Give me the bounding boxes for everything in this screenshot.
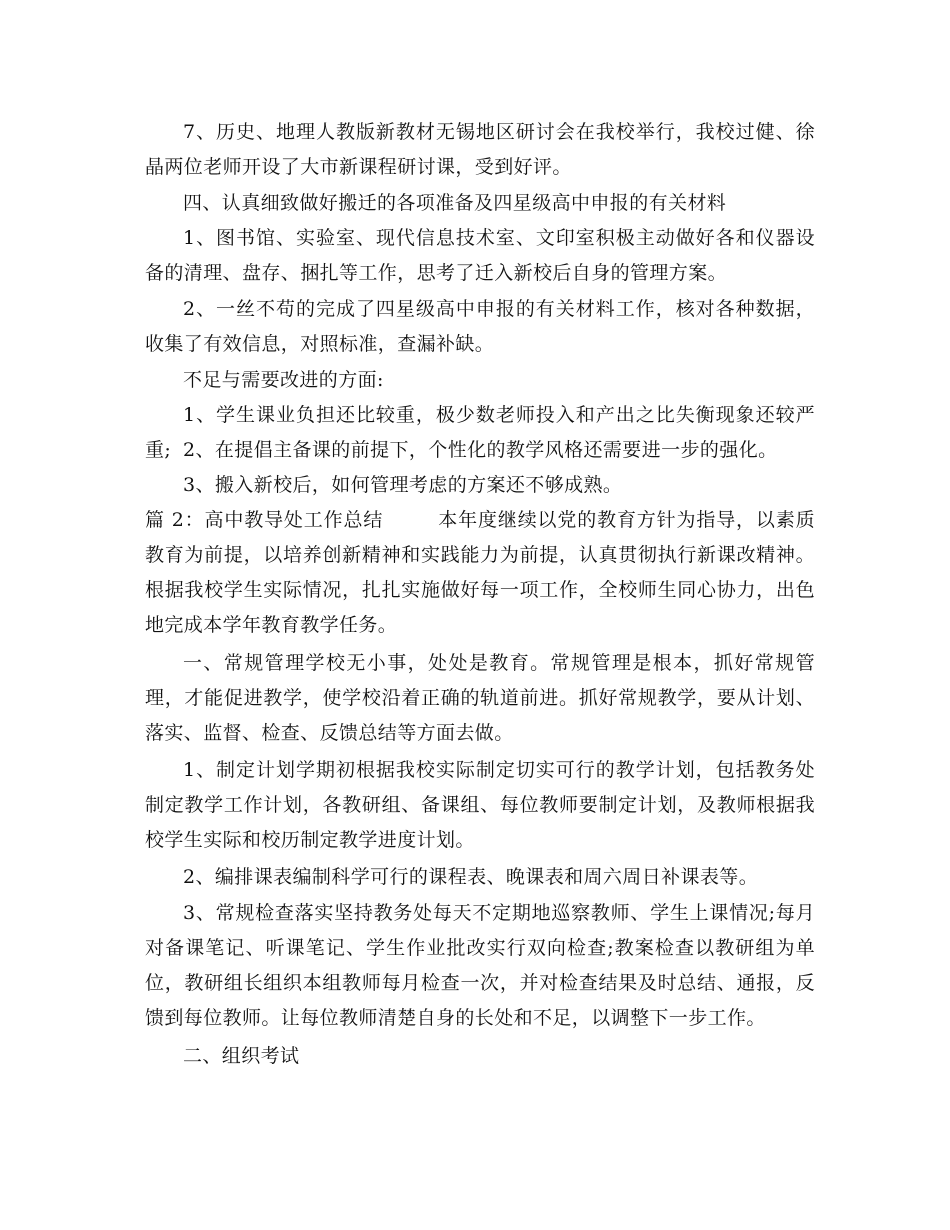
paragraph-routine-management: 一、常规管理学校无小事，处处是教育。常规管理是根本，抓好常规管理，才能促进教学，使学校沿着正确的轨道前进。抓好常规教学，要从计划、落实、监督、检查、反馈总结等方面去做。	[145, 652, 815, 744]
paragraph-library-preparation: 1、图书馆、实验室、现代信息技术室、文印室积极主动做好各和仪器设备的清理、盘存、捆扎等工作，思考了迁入新校后自身的管理方案。	[145, 227, 815, 284]
heading-section-four: 四、认真细致做好搬迁的各项准备及四星级高中申报的有关材料	[183, 192, 727, 214]
heading-shortcomings: 不足与需要改进的方面:	[183, 369, 384, 391]
paragraph-make-plan: 1、制定计划学期初根据我校实际制定切实可行的教学计划，包括教务处制定教学工作计划，各教研组、备课组、每位教师要制定计划，及教师根据我校学生实际和校历制定教学进度计划。	[145, 759, 815, 851]
heading-organize-exams: 二、组织考试	[183, 1045, 300, 1067]
paragraph-shortcoming-2: 2、在提倡主备课的前提下，个性化的教学风格还需要进一步的强化。	[183, 439, 778, 461]
paragraph-shortcoming-1: 1、学生课业负担还比较重，极少数老师投入和产出之比失衡现象还较严重;	[145, 404, 815, 461]
paragraph-history-geography-seminar: 7、历史、地理人教版新教材无锡地区研讨会在我校举行，我校过健、徐晶两位老师开设了大市新课程研讨课，受到好评。	[145, 121, 815, 178]
paragraph-shortcoming-3: 3、搬入新校后，如何管理考虑的方案还不够成熟。	[183, 474, 623, 496]
paragraph-four-star-application: 2、一丝不苟的完成了四星级高中申报的有关材料工作，核对各种数据，收集了有效信息，对照标准，查漏补缺。	[145, 298, 815, 355]
paragraph-timetable: 2、编排课表编制科学可行的课程表、晚课表和周六周日补课表等。	[183, 866, 759, 888]
paragraph-article-2-intro: 篇 2：高中教导处工作总结 本年度继续以党的教育方针为指导，以素质教育为前提，以培养创新精神和实践能力为前提，认真贯彻执行新课改精神。根据我校学生实际情况，扎扎实施做好每一项工作，全校师生同心协力，出色地完成本学年教育教学任务。	[145, 509, 815, 636]
paragraph-routine-check: 3、常规检查落实坚持教务处每天不定期地巡察教师、学生上课情况;每月对备课笔记、听课笔记、学生作业批改实行双向检查;教案检查以教研组为单位，教研组长组织本组教师每月检查一次，并对检查结果及时总结、通报，反馈到每位教师。让每位教师清楚自身的长处和不足，以调整下一步工作。	[145, 902, 815, 1029]
